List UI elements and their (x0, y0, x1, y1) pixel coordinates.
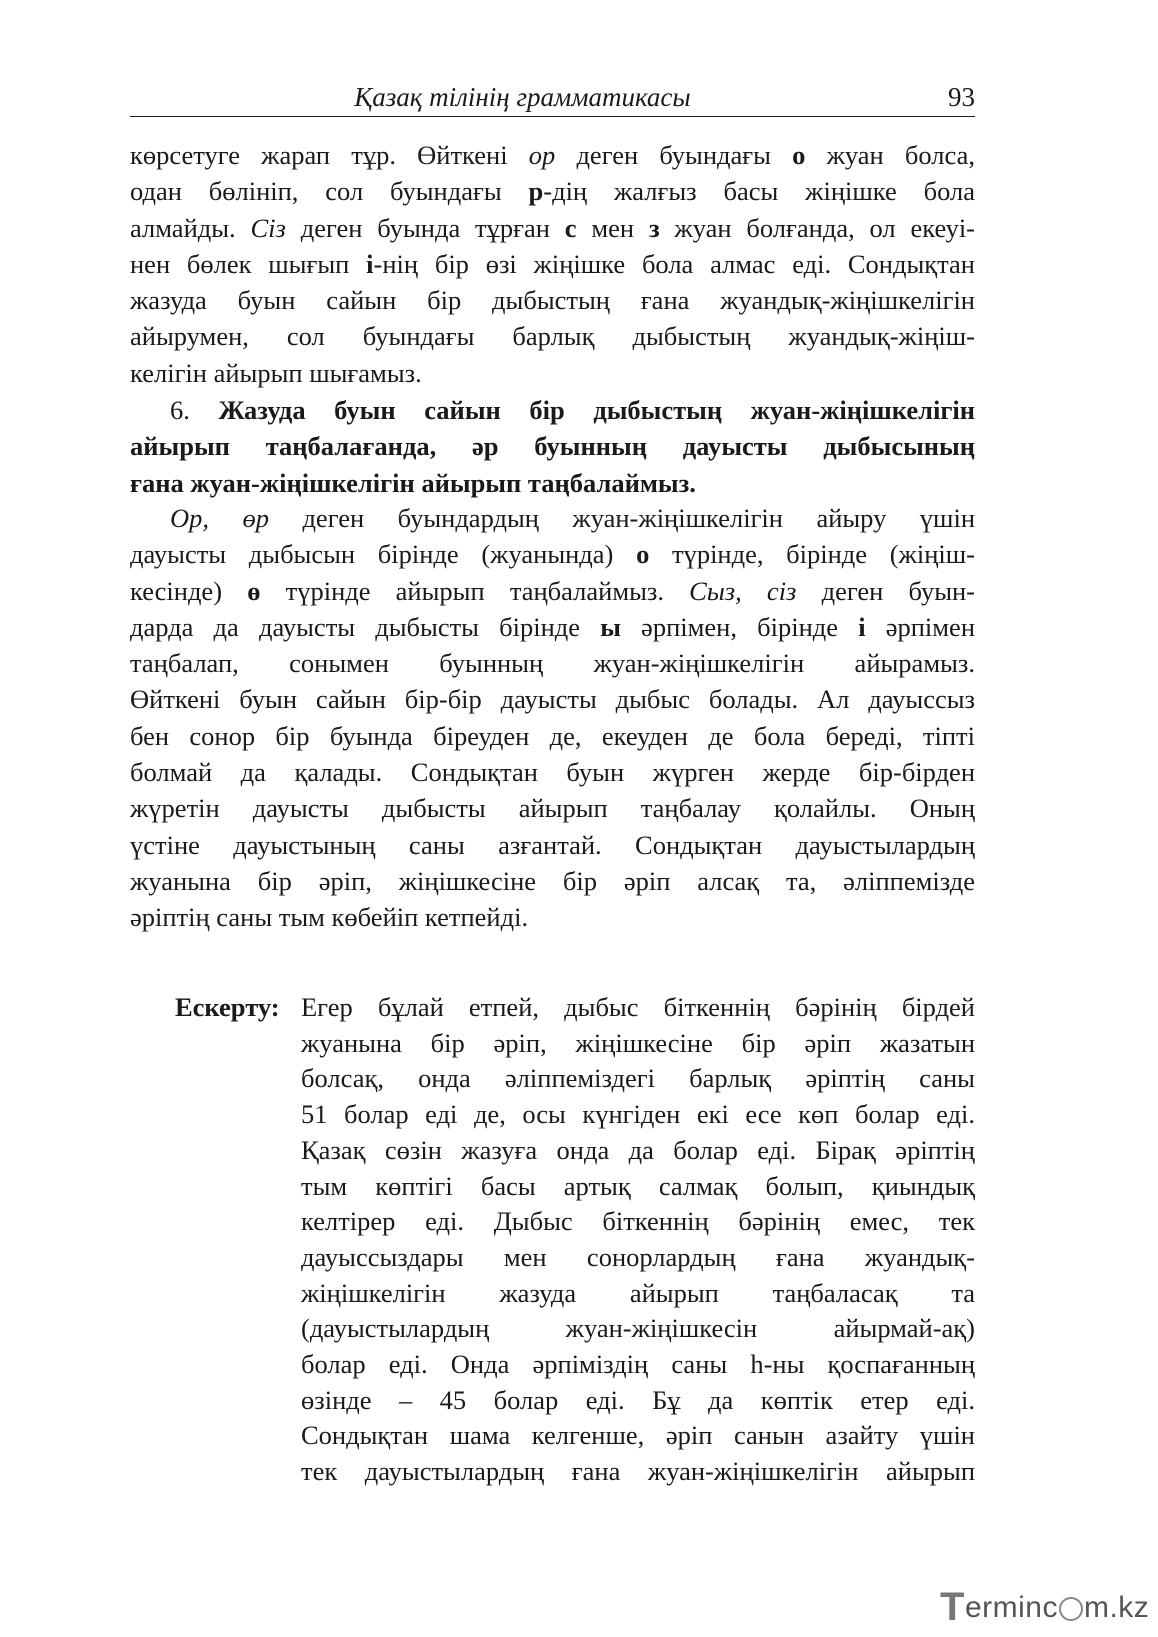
text-line: болмай да қалады. Сондықтан буын жүрген жерде бір-бірден (130, 757, 975, 788)
text-line: көрсетуге жарап тұр. Өйткені ор деген буындағы о жуан болса, (130, 140, 976, 170)
text-line: Өйткені буын сайын бір-бір дауысты дыбыс болады. Ал дауыссыз (130, 684, 975, 715)
note-line: 51 болар еді де, осы күнгіден екі есе көп болар еді. (301, 1099, 975, 1130)
note-line: жіңішкелігін жазуда айырып таңбаласақ та (301, 1277, 975, 1308)
page-number: 93 (948, 82, 975, 112)
note-line: дауыссыздары мен сонорлардың ғана жуандық- (301, 1241, 975, 1272)
text-line: жазуда буын сайын бір дыбыстың ғана жуандық-жіңішкелігін (130, 285, 975, 316)
running-title: Қазақ тілінің грамматикасы (354, 82, 691, 112)
site-watermark-logo: Terminc m.kz (940, 1585, 1150, 1629)
note-line: болсақ, онда әліппеміздегі барлық әріптің саны (301, 1063, 975, 1094)
text-line: айырумен, сол буындағы барлық дыбыстың жуандық-жіңіш- (130, 321, 975, 352)
text-line: таңбалап, сонымен буынның жуан-жіңішкелігін айырамыз. (130, 648, 975, 679)
note-line: келтірер еді. Дыбыс біткеннің бәрінің емес, тек (301, 1206, 975, 1237)
text-line: ғана жуан-жіңішкелігін айырып таңбалаймыз. (130, 467, 696, 498)
note-line: өзінде – 45 болар еді. Бұ да көптік етер еді. (301, 1384, 975, 1415)
note-body (301, 990, 975, 1490)
text-line: 6. Жазуда буын сайын бір дыбыстың жуан-жіңішкелігін (170, 395, 975, 425)
text-line: бен сонор бір буында біреуден де, екеуден де бола береді, тіпті (130, 720, 975, 751)
text-line: айырып таңбалағанда, әр буынның дауысты дыбысының (130, 431, 975, 462)
text-line: нен бөлек шығып і-нің бір өзі жіңішке бола алмас еді. Сондықтан (130, 248, 975, 279)
note-block (175, 990, 975, 1490)
magnifier-icon (1059, 1597, 1083, 1621)
text-line: алмайды. Сіз деген буында тұрған с мен з жуан болғанда, ол екеуі- (130, 212, 976, 243)
note-line: (дауыстылардың жуан-жіңішкесін айырмай-ақ) (301, 1313, 975, 1344)
note-line: жуанына бір әріп, жіңішкесіне бір әріп жазатын (301, 1027, 975, 1058)
note-line: Егер бұлай етпей, дыбыс біткеннің бәрінің бірдей (301, 992, 975, 1022)
text-line: келігін айырып шығамыз. (130, 357, 422, 388)
paragraph-6-rule (130, 392, 975, 501)
text-line: жүретін дауысты дыбысты айырып таңбалау қолайлы. Оның (130, 793, 975, 824)
text-line: дауысты дыбысын бірінде (жуанында) о түрінде, бірінде (жіңіш- (130, 539, 975, 570)
paragraph-1 (130, 137, 975, 391)
note-line: тым көптігі басы артық салмақ болып, қиындық (301, 1170, 975, 1201)
running-header (130, 80, 975, 117)
note-line: Сондықтан шама келгенше, әріп санын азайту үшін (301, 1420, 975, 1451)
note-line: болар еді. Онда әрпіміздің саны һ-ны қоспағанның (301, 1349, 975, 1380)
text-line: одан бөлініп, сол буындағы р-дің жалғыз басы жіңішке бола (130, 176, 975, 207)
note-line: тек дауыстылардың ғана жуан-жіңішкелігін айырып (301, 1456, 975, 1487)
text-line: үстіне дауыстының саны азғантай. Сондықтан дауыстылардың (130, 829, 975, 860)
text-line: кесінде) ө түрінде айырып таңбалаймыз. Сыз, сіз деген буын- (130, 575, 976, 606)
paragraph-examples (130, 500, 975, 936)
text-line: әріптің саны тым көбейіп кетпейді. (130, 902, 529, 933)
text-line: жуанына бір әріп, жіңішкесіне бір әріп алсақ та, әліппемізде (130, 865, 975, 896)
text-line: Ор, өр деген буындардың жуан-жіңішкелігін айыру үшін (170, 503, 975, 533)
text-line: дарда да дауысты дыбысты бірінде ы әрпімен, бірінде і әрпімен (130, 611, 976, 642)
note-line: Қазақ сөзін жазуға онда да болар еді. Бірақ әріптің (301, 1134, 975, 1165)
note-label: Ескерту: (175, 992, 280, 1022)
